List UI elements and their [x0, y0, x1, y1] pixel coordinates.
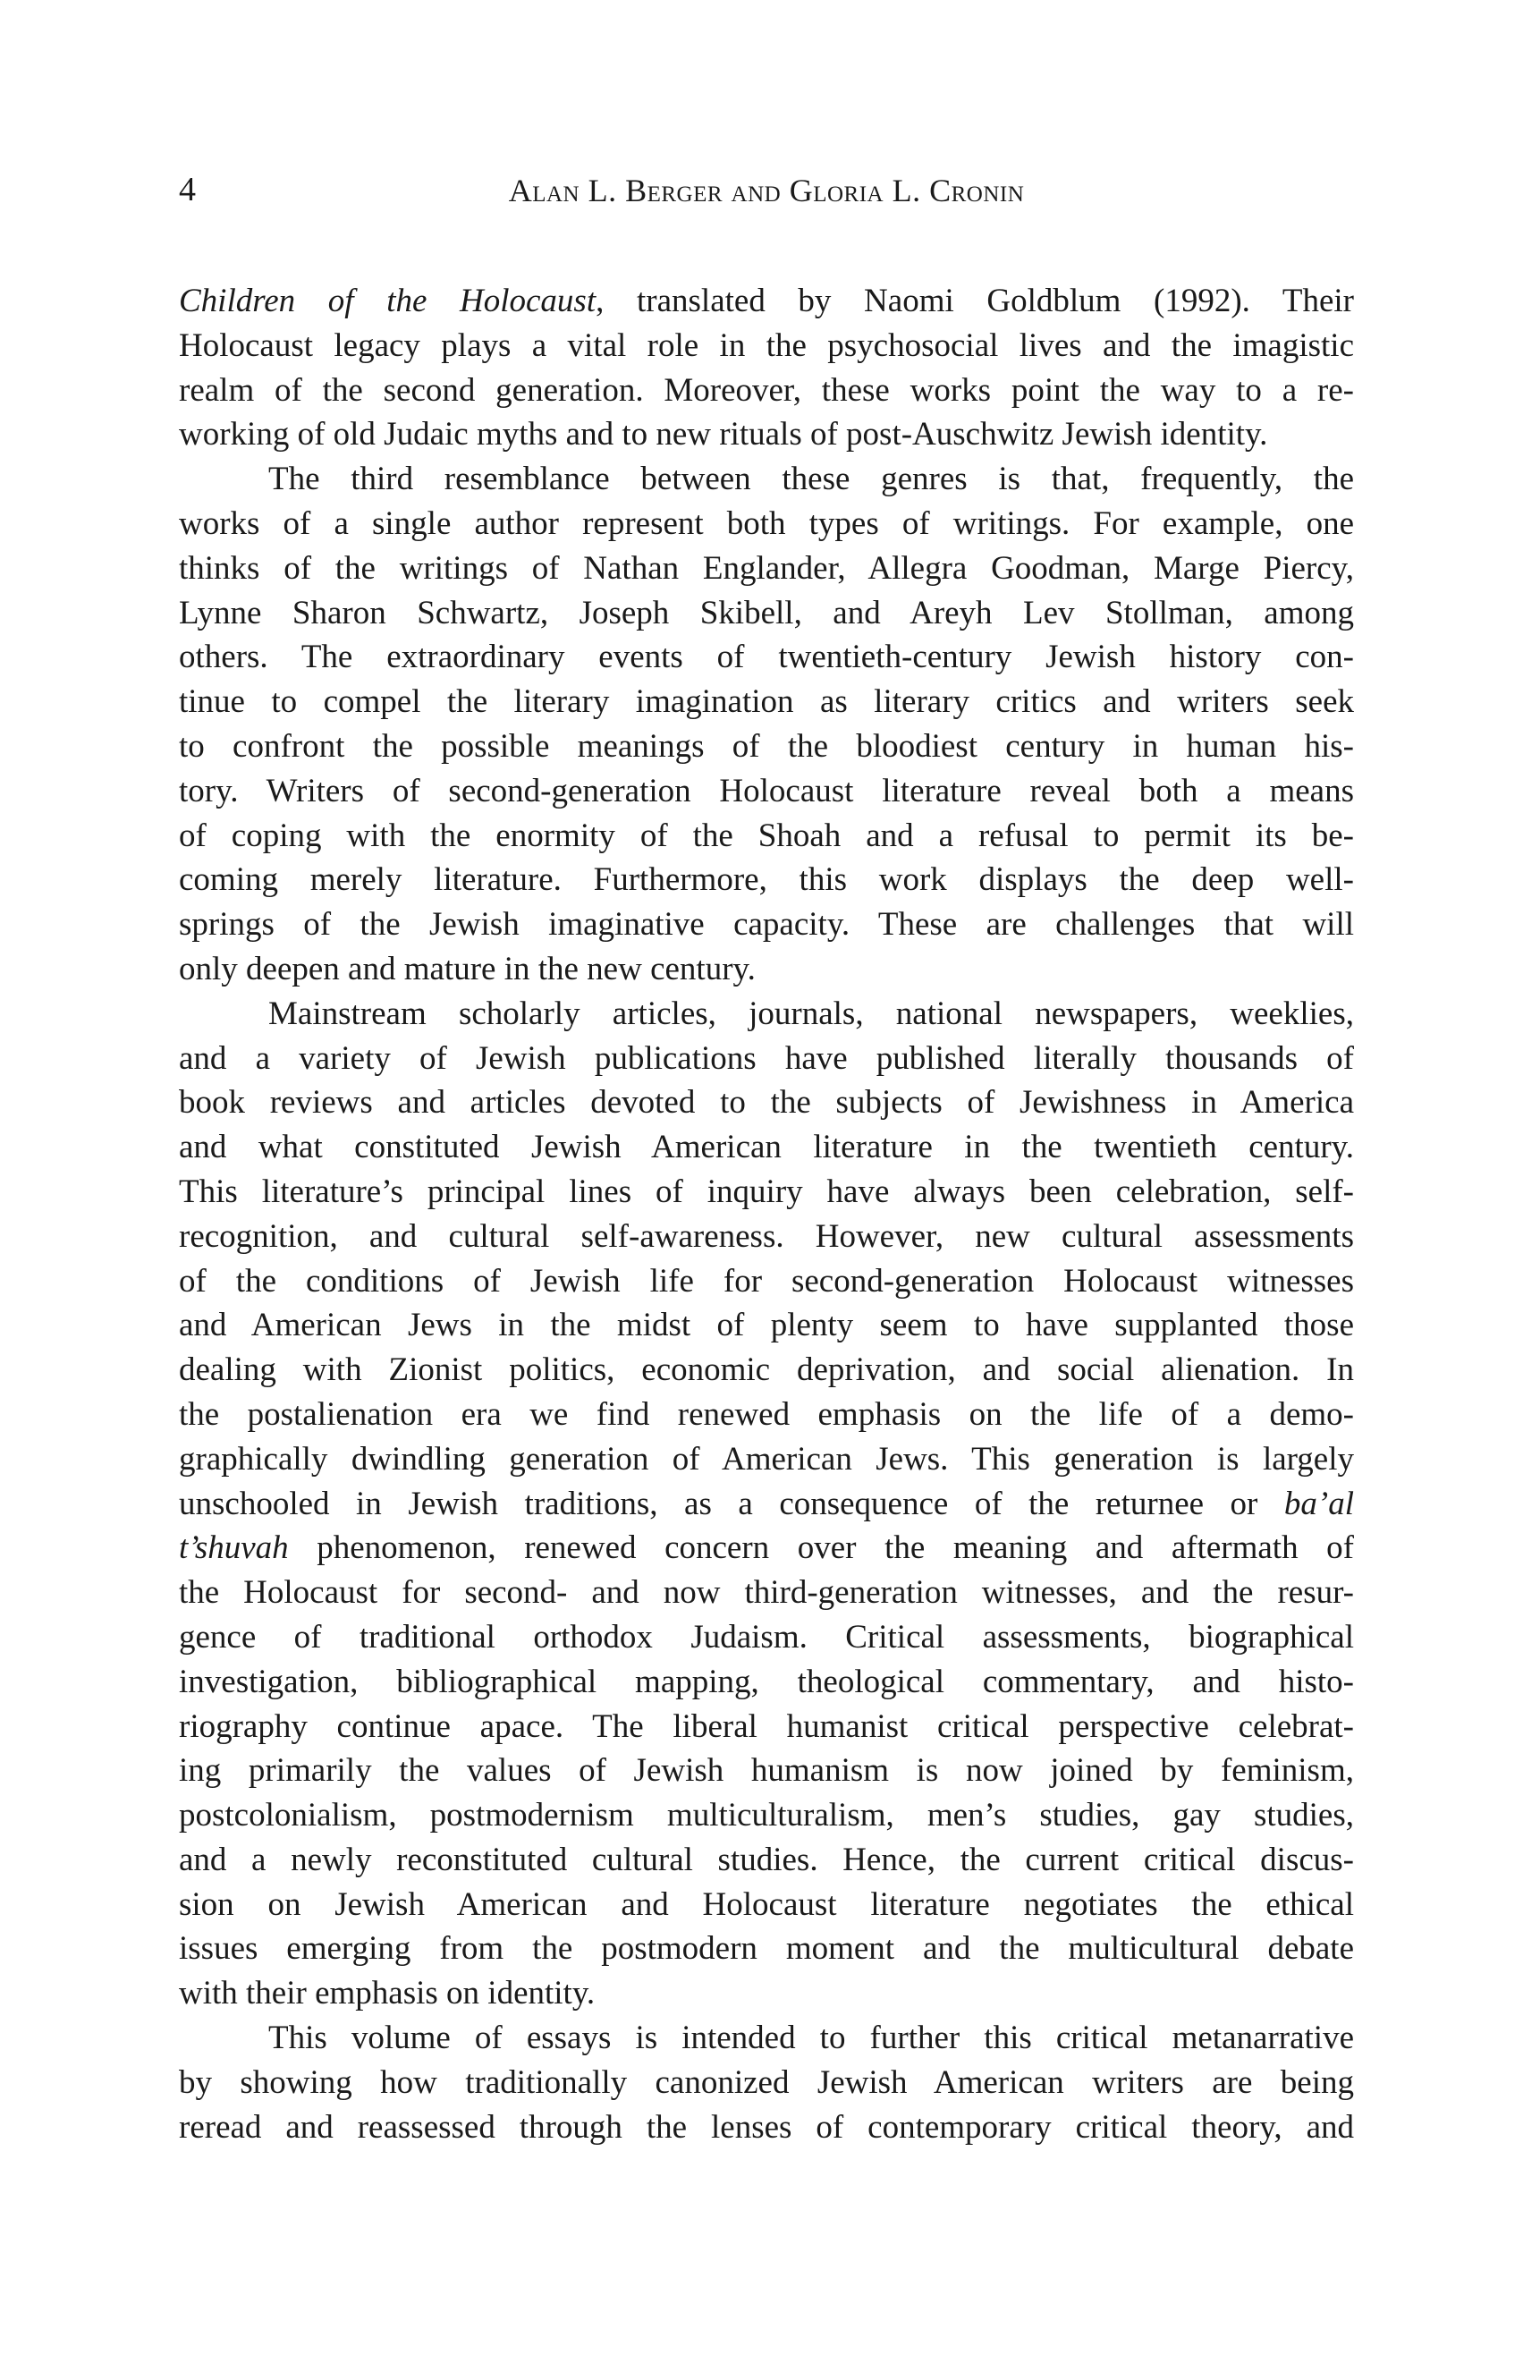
text-span: graphically dwindling generation of American Jews. This generation is largely: [179, 1440, 1354, 1478]
text-line: [179, 947, 1354, 992]
text-line: [179, 1615, 1354, 1660]
text-line: [179, 992, 1354, 1037]
text-line: [179, 1971, 1354, 2016]
text-span: ing primarily the values of Jewish humanism is now joined by feminism,: [179, 1752, 1354, 1790]
text-line: [179, 724, 1354, 769]
text-line: [179, 1749, 1354, 1793]
text-span: and a newly reconstituted cultural studies. Hence, the current critical discus-: [179, 1841, 1354, 1878]
text-line: [179, 546, 1354, 591]
text-line: [179, 2061, 1354, 2105]
text-span: works of a single author represent both types of writings. For example, one: [179, 504, 1354, 542]
text-span: Holocaust legacy plays a vital role in the psychosocial lives and the imagistic: [179, 326, 1354, 364]
text-span: the postalienation era we find renewed emphasis on the life of a demo-: [179, 1395, 1354, 1433]
text-span: , translated by Naomi Goldblum (1992). Their: [596, 283, 1354, 319]
text-span: tory. Writers of second-generation Holocaust literature reveal both a means: [179, 772, 1354, 809]
text-line: [179, 1437, 1354, 1482]
text-line: [179, 457, 1354, 502]
text-span: This volume of essays is intended to further this critical metanarrative: [268, 2020, 1354, 2057]
text-line: [179, 1793, 1354, 1838]
text-span: postcolonialism, postmodernism multiculturalism, men’s studies, gay studies,: [179, 1797, 1354, 1834]
text-span: realm of the second generation. Moreover, these works point the way to a re-: [179, 371, 1354, 409]
text-line: [179, 814, 1354, 859]
text-line: [179, 279, 1354, 324]
running-head: Alan L. Berger and Gloria L. Cronin: [508, 173, 1025, 208]
text-span: to confront the possible meanings of the bloodiest century in human his-: [179, 727, 1354, 765]
text-span: and a variety of Jewish publications have published literally thousands of: [179, 1039, 1354, 1077]
text-line: [179, 1838, 1354, 1883]
text-line: [179, 858, 1354, 902]
text-span: the Holocaust for second- and now third-generation witnesses, and the resur-: [179, 1574, 1354, 1612]
text-span: gence of traditional orthodox Judaism. Critical assessments, biographical: [179, 1618, 1354, 1656]
paragraph: [179, 992, 1354, 2016]
text-line: [179, 1393, 1354, 1437]
text-span: working of old Judaic myths and to new rituals of post-Auschwitz Jewish identity.: [179, 416, 1268, 453]
text-span: tinue to compel the literary imagination as literary critics and writers seek: [179, 683, 1354, 721]
text-line: [179, 1883, 1354, 1927]
text-span: The third resemblance between these genres is that, frequently, the: [268, 461, 1354, 498]
text-span: coming merely literature. Furthermore, this work displays the deep well-: [179, 861, 1354, 899]
text-span: riography continue apace. The liberal humanist critical perspective celebrat-: [179, 1707, 1354, 1745]
body-text: [179, 279, 1354, 2149]
text-span: dealing with Zionist politics, economic deprivation, and social alienation. In: [179, 1351, 1354, 1389]
text-line: [179, 1705, 1354, 1749]
text-span: of coping with the enormity of the Shoah and a refusal to permit its be-: [179, 817, 1354, 854]
text-line: [179, 2105, 1354, 2150]
text-line: [179, 1927, 1354, 1971]
paragraph: [179, 2016, 1354, 2149]
text-span: and what constituted Jewish American literature in the twentieth century.: [179, 1129, 1354, 1166]
text-line: [179, 1660, 1354, 1705]
text-line: [179, 1348, 1354, 1393]
text-line: [179, 680, 1354, 724]
text-line: [179, 1215, 1354, 1259]
text-span: phenomenon, renewed concern over the meaning and aftermath of: [288, 1529, 1354, 1567]
text-line: [179, 1482, 1354, 1527]
text-span: issues emerging from the postmodern moment and the multicultural debate: [179, 1930, 1354, 1968]
text-span: of the conditions of Jewish life for second-generation Holocaust witnesses: [179, 1262, 1354, 1300]
text-line: [179, 1259, 1354, 1304]
text-span: investigation, bibliographical mapping, theological commentary, and histo-: [179, 1663, 1354, 1700]
text-span: Lynne Sharon Schwartz, Joseph Skibell, and Areyh Lev Stollman, among: [179, 594, 1354, 631]
text-span: unschooled in Jewish traditions, as a consequence of the returnee or: [179, 1485, 1284, 1522]
italic-text: Children of the Holocaust: [179, 283, 597, 319]
text-line: [179, 324, 1354, 368]
italic-text: t’shuvah: [179, 1529, 289, 1567]
text-line: [179, 1080, 1354, 1125]
text-line: [179, 769, 1354, 814]
text-line: [179, 635, 1354, 680]
text-line: [179, 412, 1354, 457]
text-line: [179, 902, 1354, 947]
text-line: [179, 1571, 1354, 1615]
text-line: [179, 1170, 1354, 1215]
text-line: [179, 591, 1354, 636]
text-span: sion on Jewish American and Holocaust literature negotiates the ethical: [179, 1885, 1354, 1923]
text-span: and American Jews in the midst of plenty seem to have supplanted those: [179, 1307, 1354, 1344]
text-span: springs of the Jewish imaginative capacity. These are challenges that will: [179, 906, 1354, 944]
text-line: [179, 1526, 1354, 1571]
text-span: by showing how traditionally canonized Jewish American writers are being: [179, 2063, 1354, 2101]
page-number: 4: [179, 171, 196, 208]
text-span: Mainstream scholarly articles, journals, national newspapers, weeklies,: [268, 995, 1354, 1032]
paragraph: [179, 279, 1354, 457]
text-span: recognition, and cultural self-awareness. However, new cultural assessments: [179, 1217, 1354, 1255]
text-span: only deepen and mature in the new century.: [179, 950, 756, 987]
text-span: reread and reassessed through the lenses of contemporary critical theory, and: [179, 2108, 1354, 2146]
text-line: [179, 1125, 1354, 1170]
text-span: book reviews and articles devoted to the subjects of Jewishness in America: [179, 1084, 1354, 1122]
text-line: [179, 2016, 1354, 2061]
text-span: with their emphasis on identity.: [179, 1975, 596, 2012]
text-span: This literature’s principal lines of inquiry have always been celebration, self-: [179, 1173, 1354, 1210]
text-span: thinks of the writings of Nathan Englander, Allegra Goodman, Marge Piercy,: [179, 549, 1354, 587]
paragraph: [179, 457, 1354, 992]
text-line: [179, 502, 1354, 546]
text-span: others. The extraordinary events of twentieth-century Jewish history con-: [179, 639, 1354, 676]
text-line: [179, 368, 1354, 413]
text-line: [179, 1037, 1354, 1081]
text-line: [179, 1303, 1354, 1348]
italic-text: ba’al: [1283, 1485, 1354, 1522]
